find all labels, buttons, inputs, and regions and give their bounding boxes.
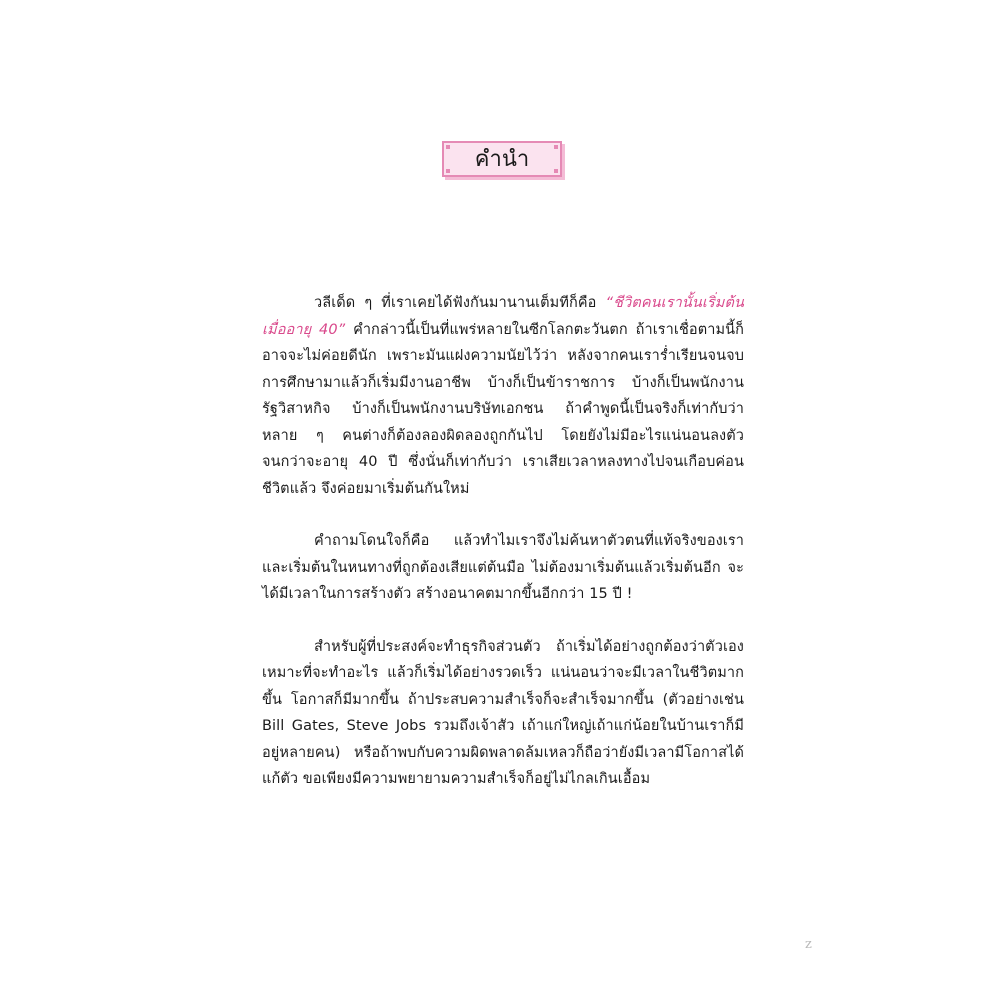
page-number: z — [805, 937, 812, 952]
paragraph-2: คำถามโดนใจก็คือ แล้วทำไมเราจึงไม่ค้นหาตัวตนที่แท้จริงของเรา และเริ่มต้นในหนทางที่ถูกต้องเสียแต่ต้นมือ ไม่ต้องมาเริ่มต้นแล้วเริ่มต้นอีก จะได้มีเวลาในการสร้างตัว สร้างอนาคตมากขึ้นอีกกว่า 15 ปี ! — [262, 533, 744, 602]
paragraph-1-lead: วลีเด็ด ๆ ที่เราเคยได้ฟังกันมานานเต็มทีก็คือ — [314, 295, 606, 311]
highlighted-quote: “ชีวิตคนเรานั้นเริ่มต้นเมื่ออายุ 40” — [262, 295, 744, 338]
paragraph-1-tail: คำกล่าวนี้เป็นที่แพร่หลายในซีกโลกตะวันตก ถ้าเราเชื่อตามนี้ก็อาจจะไม่ค่อยดีนัก เพราะมันแฝงความนัยไว้ว่า หลังจากคนเราร่ำเรียนจนจบการศึกษามาแล้วก็เริ่มมีงานอาชีพ บ้างก็เป็นข้าราชการ บ้างก็เป็นพนักงานรัฐวิสาหกิจ บ้างก็เป็นพนักงานบริษัทเอกชน ถ้าคำพูดนี้เป็นจริงก็เท่ากับว่าหลาย ๆ คนต่างก็ต้องลองผิดลองถูกกันไป โดยยังไม่มีอะไรแน่นอนลงตัวจนกว่าจะอายุ 40 ปี ซึ่งนั่นก็เท่ากับว่า เราเสียเวลาหลงทางไปจนเกือบค่อนชีวิตแล้ว จึงค่อยมาเริ่มต้นกันใหม่ — [262, 321, 744, 497]
chapter-title-box — [442, 141, 562, 177]
paragraph-1 — [262, 290, 744, 502]
chapter-title: คำนำ — [474, 147, 530, 172]
preface-body — [262, 290, 744, 819]
paragraph-3: สำหรับผู้ที่ประสงค์จะทำธุรกิจส่วนตัว ถ้าเริ่มได้อย่างถูกต้องว่าตัวเองเหมาะที่จะทำอะไร แล้วก็เริ่มได้อย่างรวดเร็ว แน่นอนว่าจะมีเวลาในชีวิตมากขึ้น โอกาสก็มีมากขึ้น ถ้าประสบความสำเร็จก็จะสำเร็จมากขึ้น (ตัวอย่างเช่น Bill Gates, Steve Jobs รวมถึงเจ้าสัว เถ้าแก่ใหญ่เถ้าแก่น้อยในบ้านเราก็มีอยู่หลายคน) หรือถ้าพบกับความผิดพลาดล้มเหลวก็ถือว่ายังมีเวลามีโอกาสได้แก้ตัว ขอเพียงมีความพยายามความสำเร็จก็อยู่ไม่ไกลเกินเอื้อม — [262, 638, 744, 787]
